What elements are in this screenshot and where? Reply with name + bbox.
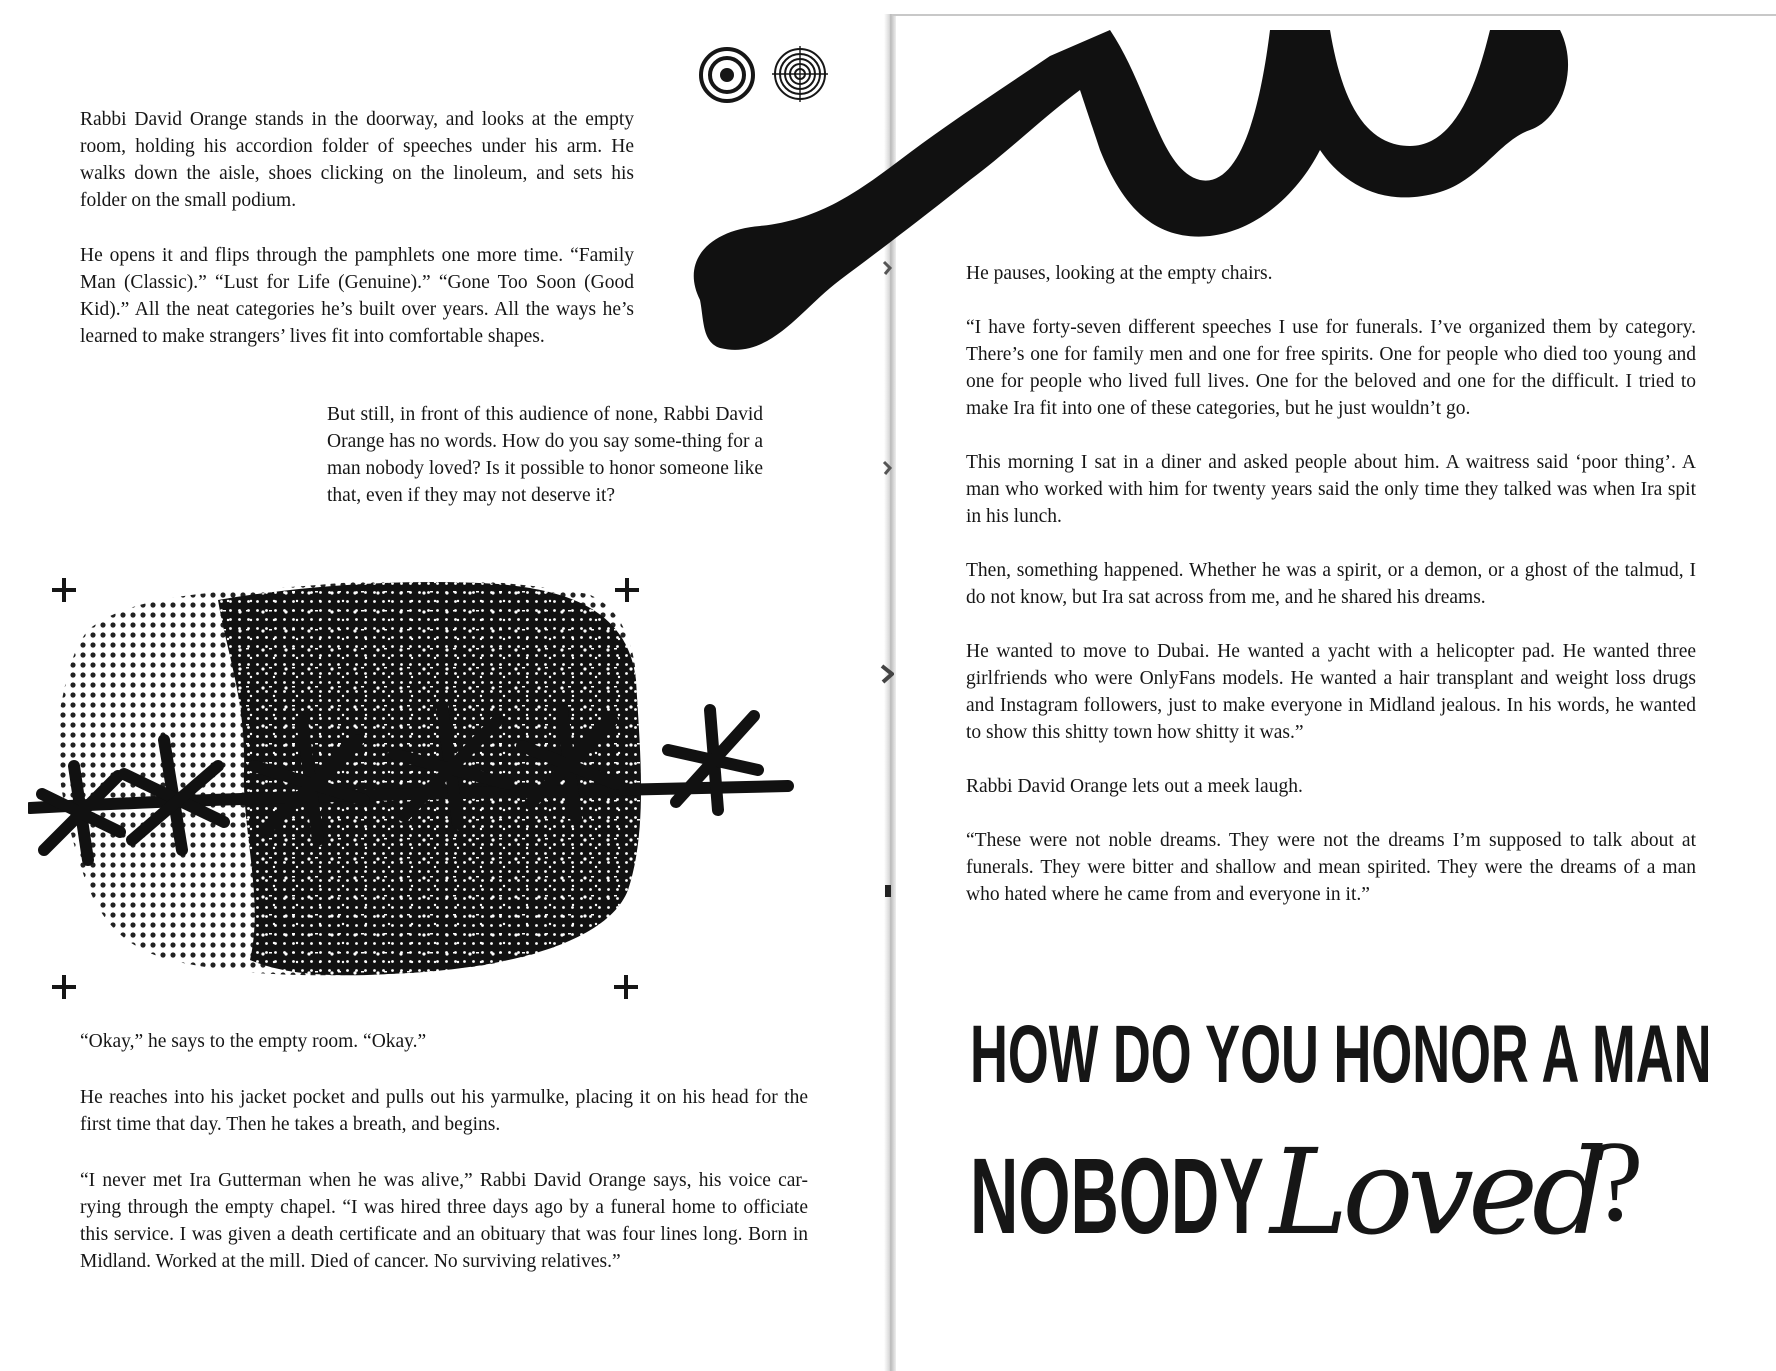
headline-line-1: HOW DO YOU HONOR A MAN <box>970 1009 1712 1100</box>
paragraph-not-noble: “These were not noble dreams. They were not the dreams I’m supposed to talk about at funerals. They were bitter and shallow and mean spirited. They were the dreams of a man who hated where he came from and everyone in it.” <box>966 830 1696 905</box>
plus-icon <box>613 576 641 604</box>
staple-icon <box>882 460 892 476</box>
headline-line-2: NOBODY <box>970 1135 1264 1256</box>
paragraph-no-words: But still, in front of this audience of none, Rabbi David Orange has no words. How do you say some-thing for a man nobody loved? Is it possible to honor someone like that, even if they may not deserve it? <box>327 404 763 506</box>
headline-script-word: Loved <box>1270 1123 1602 1261</box>
headline-question-mark: ? <box>1592 1118 1644 1246</box>
plus-icon <box>50 576 78 604</box>
paragraph-okay: “Okay,” he says to the empty room. “Okay.” <box>80 1031 427 1052</box>
paragraph-diner: This morning I sat in a diner and asked people about him. A waitress said ‘poor thing’. A man who worked with him for twenty years said the only time they talked was when Ira spit in his lunch. <box>966 452 1696 527</box>
paragraph-meek-laugh: Rabbi David Orange lets out a meek laugh. <box>966 776 1303 797</box>
paragraph-doorway: Rabbi David Orange stands in the doorway, and looks at the empty room, holding his accordion folder of speeches under his arm. He walks down the aisle, shoes clicking on the linoleum, and sets his folder on the small podium. <box>80 109 634 211</box>
paragraph-pauses: He pauses, looking at the empty chairs. <box>966 263 1273 284</box>
paragraph-dreams: He wanted to move to Dubai. He wanted a yacht with a helicopter pad. He wanted three girlfriends who were OnlyFans models. He wanted a hair transplant and weight loss drugs and Instagram followers, just to make everyone in Midland jealous. In his words, he wanted to show this shitty town how shitty it was.” <box>966 641 1696 743</box>
paragraph-pamphlets: He opens it and flips through the pamphlets one more time. “Family Man (Classic).” “Lust for Life (Genuine).” “Gone Too Soon (Good Kid).” All the neat categories he’s built over years. All the ways he’s learned to make strangers’ lives fit into comfortable shapes. <box>80 245 634 347</box>
paragraph-forty-seven-speeches: “I have forty-seven different speeches I use for funerals. I’ve organized them by category. There’s one for family men and one for free spirits. One for people who died too young and one for people who lived full lives. One for the beloved and one for the difficult. I tried to make Ira fit into one of these categories, but he just wouldn’t go. <box>966 317 1696 419</box>
paragraph-something-happened: Then, something happened. Whether he was a spirit, or a demon, or a ghost of the talmud, I do not know, but Ira sat across from me, and he shared his dreams. <box>966 560 1696 608</box>
staple-icon <box>884 884 892 898</box>
halftone-blob-illustration <box>28 570 798 990</box>
paragraph-never-met-ira: “I never met Ira Gutterman when he was alive,” Rabbi David Orange says, his voice car-rying through the empty chapel. “I was hired three days ago by a funeral home to officiate this service. I was given a death certificate and an obituary that was four lines long. Born in Midland. Worked at the mill. Died of cancer. No surviving relatives.” <box>80 1170 808 1272</box>
plus-icon <box>50 973 78 1001</box>
plus-icon <box>612 973 640 1001</box>
paragraph-yarmulke: He reaches into his jacket pocket and pulls out his yarmulke, placing it on his head for the first time that day. Then he takes a breath, and begins. <box>80 1087 808 1135</box>
